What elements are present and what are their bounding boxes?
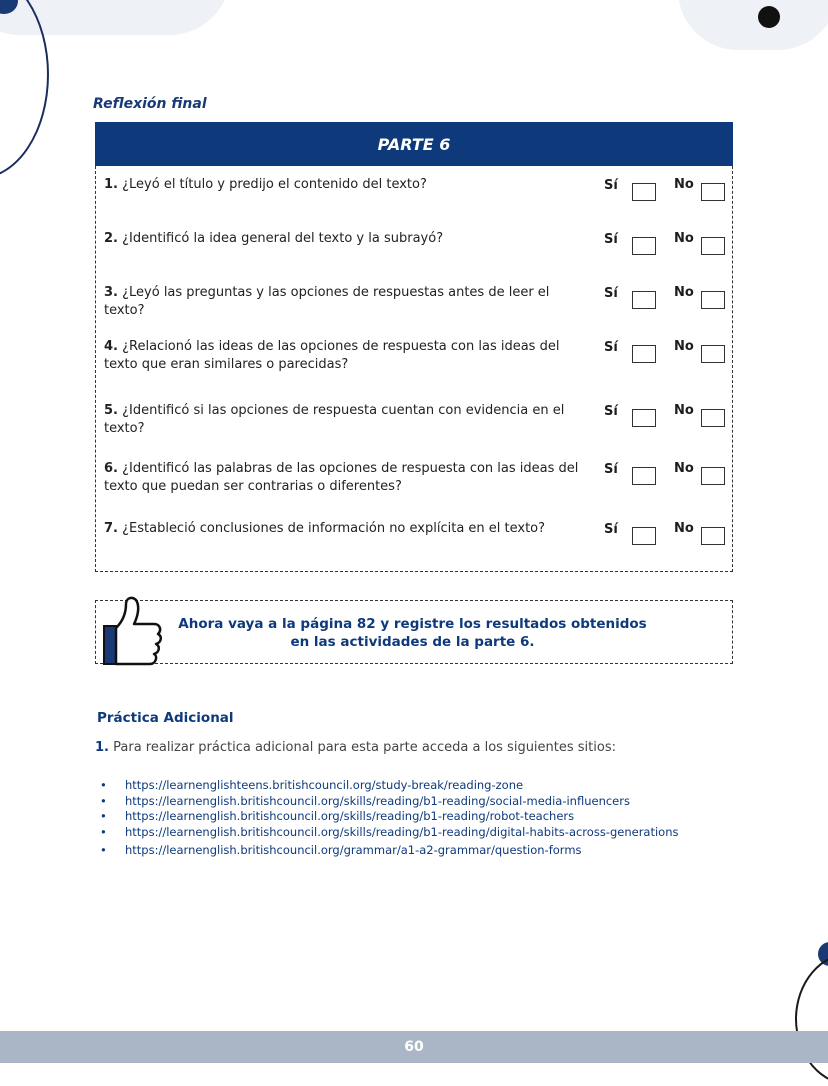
questions-table xyxy=(95,166,733,572)
no-label: No xyxy=(674,339,694,354)
thumbs-up-icon xyxy=(86,592,164,672)
yes-checkbox[interactable] xyxy=(632,291,656,309)
yes-checkbox[interactable] xyxy=(632,467,656,485)
no-checkbox[interactable] xyxy=(701,291,725,309)
yes-label: Sí xyxy=(604,522,618,537)
yes-label: Sí xyxy=(604,404,618,419)
link-item[interactable]: • https://learnenglishteens.britishcouncil.org/study-break/reading-zone xyxy=(100,778,679,794)
question-number: 2. xyxy=(104,231,118,246)
decorative-dot-top-right xyxy=(758,6,780,28)
link-item[interactable]: • https://learnenglish.britishcouncil.org/grammar/a1-a2-grammar/question-forms xyxy=(100,843,679,859)
practica-item-text: Para realizar práctica adicional para esta parte acceda a los siguientes sitios: xyxy=(113,740,616,755)
question-text: ¿Identificó si las opciones de respuesta cuentan con evidencia en el texto? xyxy=(104,403,565,436)
question-text: ¿Leyó las preguntas y las opciones de respuestas antes de leer el texto? xyxy=(104,285,550,318)
yes-label: Sí xyxy=(604,462,618,477)
no-label: No xyxy=(674,521,694,536)
no-checkbox[interactable] xyxy=(701,345,725,363)
yes-label: Sí xyxy=(604,232,618,247)
question-number: 5. xyxy=(104,403,118,418)
yes-label: Sí xyxy=(604,178,618,193)
no-label: No xyxy=(674,461,694,476)
links-list xyxy=(100,778,679,859)
callout-line-2: en las actividades de la parte 6. xyxy=(290,634,535,650)
practica-title: Práctica Adicional xyxy=(97,710,234,726)
decorative-arc-bottom-right xyxy=(795,952,828,1086)
yes-checkbox[interactable] xyxy=(632,345,656,363)
yes-checkbox[interactable] xyxy=(632,183,656,201)
no-label: No xyxy=(674,403,694,418)
question-number: 7. xyxy=(104,521,118,536)
section-title: Reflexión final xyxy=(93,96,207,112)
no-label: No xyxy=(674,231,694,246)
link-item[interactable]: • https://learnenglish.britishcouncil.org/skills/reading/b1-reading/social-media-influencers xyxy=(100,794,679,810)
yes-checkbox[interactable] xyxy=(632,527,656,545)
no-label: No xyxy=(674,285,694,300)
no-label: No xyxy=(674,177,694,192)
decorative-blob-top-right xyxy=(678,0,828,50)
question-text: ¿Estableció conclusiones de información no explícita en el texto? xyxy=(122,521,546,536)
part-header: PARTE 6 xyxy=(95,122,733,166)
yes-label: Sí xyxy=(604,286,618,301)
no-checkbox[interactable] xyxy=(701,409,725,427)
no-checkbox[interactable] xyxy=(701,183,725,201)
link-item[interactable]: • https://learnenglish.britishcouncil.org/skills/reading/b1-reading/digital-habits-across-generations xyxy=(100,825,679,841)
question-number: 6. xyxy=(104,461,118,476)
no-checkbox[interactable] xyxy=(701,467,725,485)
question-text: ¿Identificó la idea general del texto y la subrayó? xyxy=(122,231,444,246)
yes-checkbox[interactable] xyxy=(632,409,656,427)
page-number: 60 xyxy=(404,1039,424,1055)
question-number: 3. xyxy=(104,285,118,300)
yes-checkbox[interactable] xyxy=(632,237,656,255)
practica-item-number: 1. xyxy=(95,740,109,755)
callout-line-1: Ahora vaya a la página 82 y registre los resultados obtenidos xyxy=(178,616,647,632)
page-footer xyxy=(0,1031,828,1063)
decorative-arc-top-left xyxy=(0,0,49,179)
question-text: ¿Identificó las palabras de las opciones de respuesta con las ideas del texto que puedan ser contrarias o diferentes? xyxy=(104,461,579,494)
question-text: ¿Relacionó las ideas de las opciones de respuesta con las ideas del texto que eran similares o parecidas? xyxy=(104,339,560,372)
practica-instruction xyxy=(95,740,616,755)
question-number: 4. xyxy=(104,339,118,354)
question-number: 1. xyxy=(104,177,118,192)
yes-label: Sí xyxy=(604,340,618,355)
question-text: ¿Leyó el título y predijo el contenido del texto? xyxy=(122,177,427,192)
no-checkbox[interactable] xyxy=(701,237,725,255)
no-checkbox[interactable] xyxy=(701,527,725,545)
callout-message xyxy=(175,615,650,651)
link-item[interactable]: • https://learnenglish.britishcouncil.org/skills/reading/b1-reading/robot-teachers xyxy=(100,809,679,825)
